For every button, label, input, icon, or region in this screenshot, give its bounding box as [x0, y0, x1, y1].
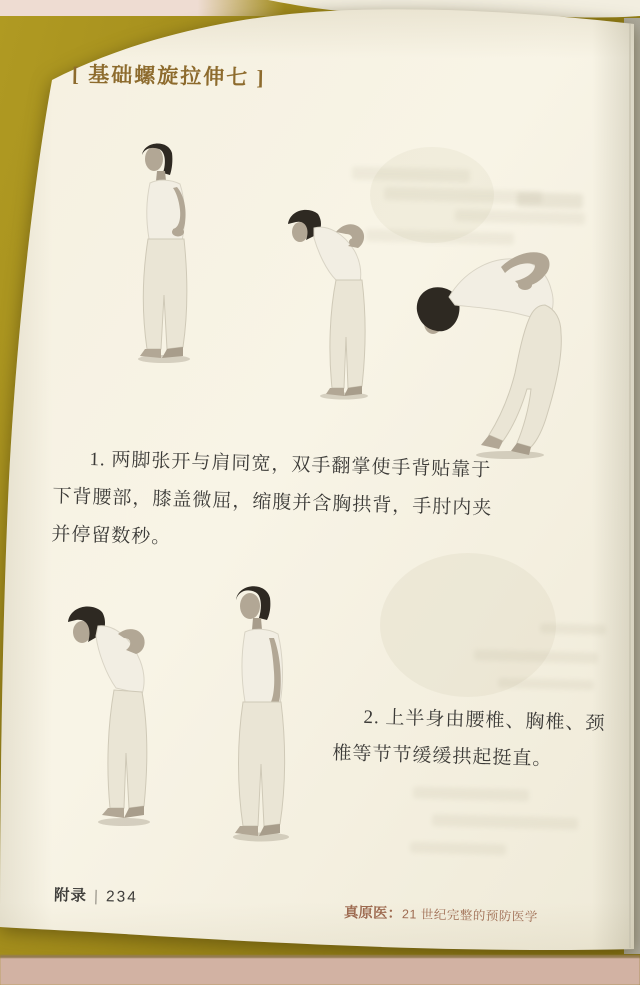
footer-section-label: 附录 [53, 886, 88, 905]
footer-section-and-page [54, 883, 138, 907]
instruction-step-2 [332, 698, 606, 780]
step-2-line-2: 椎等节节缓缓拱起挺直。 [332, 742, 553, 771]
background-surface-bottom [0, 955, 640, 985]
figure-half-forward-bend [284, 202, 376, 400]
bleed-through-text [540, 623, 606, 635]
step-1-line-3: 并停留数秒。 [51, 523, 172, 549]
instruction-step-1 [51, 440, 494, 566]
step-2-line-1: 2. 上半身由腰椎、胸椎、颈 [363, 706, 606, 735]
book-brand: 真原医： [343, 904, 403, 923]
step-1-line-1: 1. 两脚张开与肩同宽，双手翻掌使手背贴靠于 [89, 449, 492, 482]
figure-stand-upright-hands-behind-back [132, 137, 202, 369]
footer-page-number: 234 [105, 888, 139, 907]
figure-forward-bend-bottom [58, 598, 163, 833]
section-title: [ 基础螺旋拉伸七 ] [71, 62, 266, 90]
figure-stand-upright-profile [224, 578, 302, 846]
bleed-through-text [517, 192, 583, 209]
figure-deep-forward-bend [405, 249, 580, 461]
footer-divider: | [93, 887, 100, 906]
step-1-line-2: 下背腰部，膝盖微屈，缩腹并含胸拱背，手肘内夹 [52, 485, 493, 520]
book-subtitle: 21 世纪完整的预防医学 [401, 907, 538, 925]
footer-book-title [344, 901, 538, 926]
